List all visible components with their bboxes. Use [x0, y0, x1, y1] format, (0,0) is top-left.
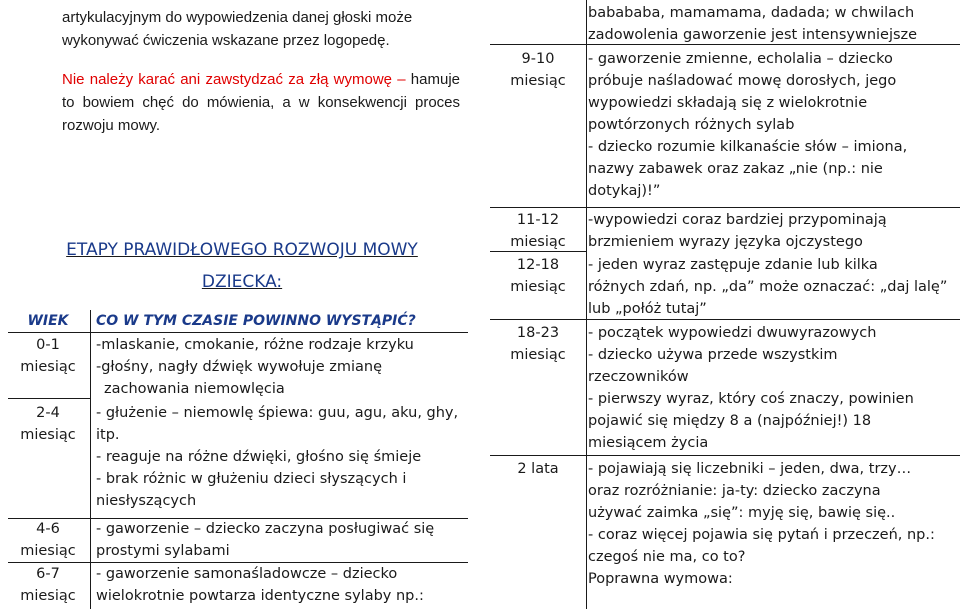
text-line: - pierwszy wyraz, który coś znaczy, powinien — [588, 391, 914, 407]
row-age — [490, 48, 586, 92]
text-line: wypowiedzi składają się z wielokrotnie — [588, 95, 868, 111]
text-line: 2-4 — [36, 405, 60, 421]
text-line: -mlaskanie, cmokanie, różne rodzaje krzyku — [96, 337, 414, 353]
text-line: miesiącem życia — [588, 435, 709, 451]
text-line: zadowolenia gaworzenie jest intensywniejsze — [588, 27, 918, 43]
text-line: dotykaj)!” — [588, 183, 661, 199]
row-description — [588, 209, 958, 253]
right-stages-table — [490, 0, 960, 609]
header-description: CO W TYM CZASIE POWINNO WYSTĄPIĆ? — [96, 313, 416, 329]
text-line: 18-23 — [516, 325, 560, 341]
row-age — [490, 209, 586, 253]
text-line: miesiąc — [20, 588, 76, 604]
row-age — [490, 254, 586, 298]
text-line: -wypowiedzi coraz bardziej przypominają — [588, 212, 887, 228]
intro-paragraph-1: artykulacyjnym do wypowiedzenia danej głoski może wykonywać ćwiczenia wskazane przez logopedę. — [62, 9, 413, 49]
row-description — [588, 254, 958, 320]
text-line: - jeden wyraz zastępuje zdanie lub kilka — [588, 257, 878, 273]
text-line: 11-12 — [516, 212, 560, 228]
row-age — [8, 563, 88, 607]
text-line: różnych zdań, np. „da” może oznaczać: „daj lalę” — [588, 279, 948, 295]
stages-heading-text-2: DZIECKA: — [201, 272, 283, 292]
row-age — [490, 458, 586, 480]
row-description — [588, 48, 958, 202]
text-line: brzmieniem wyrazy języka ojczystego — [588, 234, 863, 250]
text-line: 2 lata — [517, 461, 559, 477]
stages-heading-text-1: ETAPY PRAWIDŁOWEGO ROZWOJU MOWY — [66, 240, 418, 260]
left-stages-table — [8, 310, 468, 609]
text-line: itp. — [96, 427, 120, 443]
text-line: niesłyszących — [96, 493, 197, 509]
text-line: -głośny, nagły dźwięk wywołuje zmianę — [96, 359, 382, 375]
text-line: prostymi sylabami — [96, 543, 230, 559]
text-line: - pojawiają się liczebniki – jeden, dwa, trzy… — [588, 461, 912, 477]
text-line: wielokrotnie powtarza identyczne sylaby np.: — [96, 588, 424, 604]
text-line: oraz rozróżnianie: ja-ty: dziecko zaczyna — [588, 483, 881, 499]
text-line: miesiąc — [20, 359, 76, 375]
text-line: - brak różnic w głużeniu dzieci słyszących i — [96, 471, 407, 487]
text-line: próbuje naśladować mowę dorosłych, jego — [588, 73, 897, 89]
header-age: WIEK — [27, 313, 69, 329]
text-line: miesiąc — [510, 279, 566, 295]
row-description — [96, 402, 466, 512]
text-line: - gaworzenie – dziecko zaczyna posługiwać się — [96, 521, 435, 537]
text-line: - reaguje na różne dźwięki, głośno się śmieje — [96, 449, 422, 465]
row-age — [8, 402, 88, 446]
row-description — [588, 322, 958, 454]
text-line: 0-1 — [36, 337, 60, 353]
text-line: miesiąc — [510, 347, 566, 363]
continued-description — [588, 2, 958, 46]
text-line: - początek wypowiedzi dwuwyrazowych — [588, 325, 877, 341]
stages-heading-line-2 — [22, 268, 462, 297]
text-line: miesiąc — [20, 427, 76, 443]
text-line: - gaworzenie zmienne, echolalia – dziecko — [588, 51, 893, 67]
text-line: lub „połóż tutaj” — [588, 301, 707, 317]
text-line: babababa, mamamama, dadada; w chwilach — [588, 5, 915, 21]
text-line: pojawić się między 8 a (najpóźniej!) 18 — [588, 413, 872, 429]
row-description — [96, 563, 466, 607]
intro-warning-text: Nie należy karać ani zawstydzać za złą wymowę – — [62, 71, 406, 88]
text-line: miesiąc — [510, 234, 566, 250]
text-line: 12-18 — [516, 257, 560, 273]
text-line: - dziecko używa przede wszystkim — [588, 347, 838, 363]
text-line: czegoś nie ma, co to? — [588, 549, 746, 565]
text-line: 4-6 — [36, 521, 60, 537]
text-line: zachowania niemowlęcia — [104, 381, 285, 397]
row-description — [588, 458, 958, 590]
text-line: - dziecko rozumie kilkanaście słów – imiona, — [588, 139, 908, 155]
text-line: Poprawna wymowa: — [588, 571, 733, 587]
text-line: - coraz więcej pojawia się pytań i przeczeń, np.: — [588, 527, 935, 543]
text-line: miesiąc — [20, 543, 76, 559]
row-age — [490, 322, 586, 366]
text-line: 9-10 — [521, 51, 555, 67]
row-description — [96, 518, 466, 562]
text-line: nazwy zabawek oraz zakaz „nie (np.: nie — [588, 161, 883, 177]
row-age — [8, 518, 88, 562]
intro-paragraph-2-rest: hamuje to bowiem chęć do mówienia, a w konsekwencji proces rozwoju mowy. — [62, 71, 460, 134]
text-line: miesiąc — [510, 73, 566, 89]
text-line: powtórzonych różnych sylab — [588, 117, 795, 133]
text-line: rzeczowników — [588, 369, 689, 385]
row-description — [96, 334, 466, 400]
text-line: 6-7 — [36, 566, 60, 582]
row-age — [8, 334, 88, 378]
stages-heading-line-1 — [22, 236, 462, 265]
text-line: używać zaimka „się”: myję się, bawię się.. — [588, 505, 896, 521]
intro-paragraph-2 — [62, 68, 460, 137]
text-line: - głużenie – niemowlę śpiewa: guu, agu, aku, ghy, — [96, 405, 459, 421]
text-line: - gaworzenie samonaśladowcze – dziecko — [96, 566, 398, 582]
